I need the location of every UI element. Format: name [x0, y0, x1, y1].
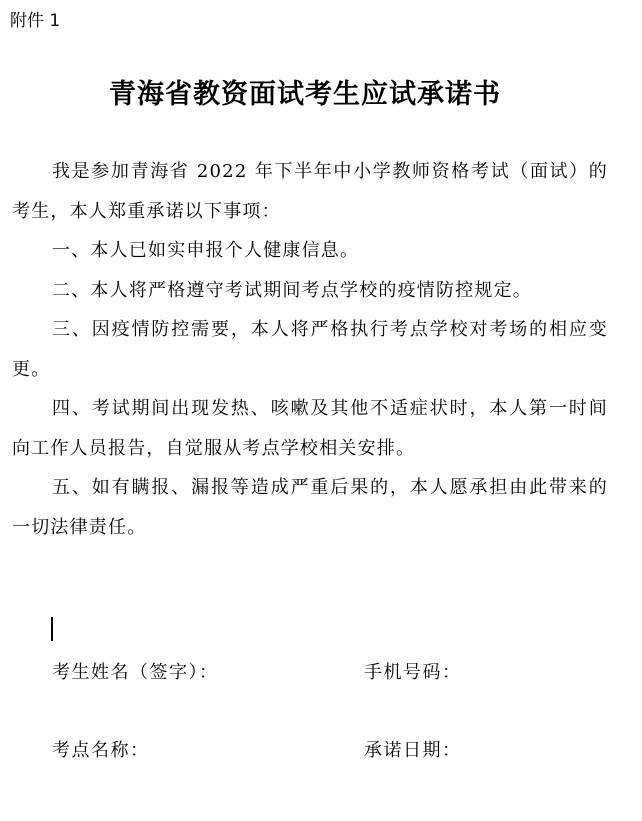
- pledge-item-2: 二、本人将严格遵守考试期间考点学校的疫情防控规定。: [52, 279, 532, 301]
- signature-name-label: 考生姓名（签字）：: [52, 662, 219, 683]
- pledge-item-5: 五、如有瞒报、漏报等造成严重后果的，本人愿承担由此带来的一切法律责任。: [12, 477, 608, 538]
- pledge-item-1: 一、本人已如实申报个人健康信息。: [52, 240, 360, 261]
- pledge-body: [12, 152, 608, 547]
- pledge-intro: 我是参加青海省 2022 年下半年中小学教师资格考试（面试）的考生，本人郑重承诺以下事项：: [12, 161, 608, 222]
- document-title: 青海省教资面试考生应试承诺书: [109, 79, 501, 110]
- text-cursor: [51, 617, 53, 641]
- attachment-label: 附件 1: [10, 11, 61, 31]
- pledge-date-label: 承诺日期：: [364, 740, 462, 761]
- pledge-item-4: 四、考试期间出现发热、咳嗽及其他不适症状时，本人第一时间向工作人员报告，自觉服从考点学校相关安排。: [12, 398, 608, 459]
- phone-number-label: 手机号码：: [364, 662, 462, 683]
- pledge-item-3: 三、因疫情防控需要，本人将严格执行考点学校对考场的相应变更。: [12, 319, 608, 380]
- exam-site-label: 考点名称：: [52, 740, 150, 761]
